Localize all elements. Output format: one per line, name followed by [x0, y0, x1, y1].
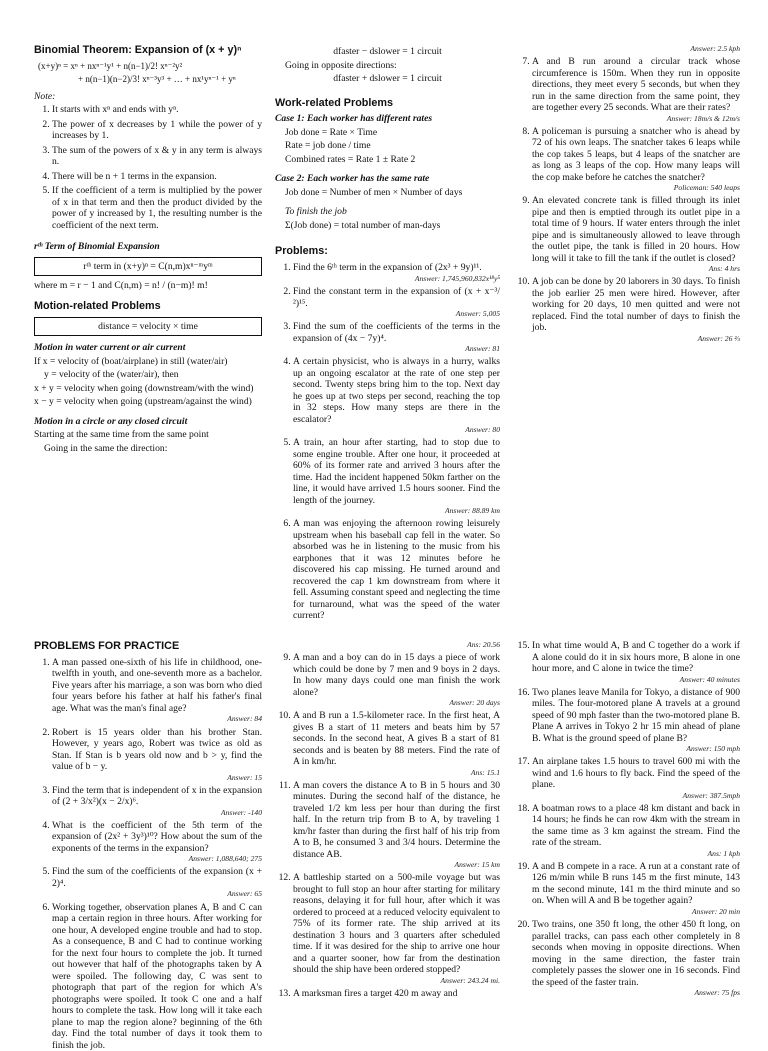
practice-item: 15. In what time would A, B and C together do a work if A alone could do it in six hours more, B alone in one hour more, and C alone in twice the time? Answer: 40 minutes: [532, 640, 740, 684]
practice-list-mid: [275, 652, 500, 999]
water-line: If x = velocity of (boat/airplane) in still (water/air): [34, 355, 228, 367]
note-item: 5. If the coefficient of a term is multiplied by the power of x in that term and then the product divided by the power of y increased by 1, the resulting number is the coefficient of the next term.: [52, 185, 262, 231]
problem-item: 3. Find the sum of the coefficients of the terms in the expansion of (4x − 7y)⁴. Answer: 81: [293, 321, 500, 353]
problem-item: 6. A man was enjoying the afternoon rowing leisurely upstream when his baseball cap fell in the water. So absorbed was he in listening to the music from his earphones that it was 12 minutes before he discovered his cap missing. He turned around and recovered the cap 1 km downstream from where it fell. Assuming constant speed and neglecting the time for turnaround, what was the speed of the water current?: [293, 518, 500, 622]
practice-item-cont: Ans: 20.56: [467, 640, 500, 649]
motion-title: Motion-related Problems: [34, 299, 161, 312]
binomial-title: Binomial Theorem: Expansion of (x + y)ⁿ: [34, 44, 242, 56]
practice-item: 3. Find the term that is independent of x in the expansion of (2 + 3/x²)(x − 2/x)⁶. Answer: -140: [52, 785, 262, 817]
circle-item: Going in opposite directions:: [285, 59, 397, 71]
case2-title: Case 2: Each worker has the same rate: [275, 173, 430, 185]
practice-item: 16. Two planes leave Manila for Tokyo, a distance of 900 miles. The four-motored plane A travels at a ground speed of 90 mph faster than the two-motored plane B. Plane A arrives in Tokyo 2 hr 15 min ahead of plane B. What is the ground speed of plane B? Answer: 150 mph: [532, 687, 740, 754]
finish-title: To finish the job: [285, 206, 347, 218]
problem-item: 5. A train, an hour after starting, had to stop due to some engine trouble. After one hour, it proceeded at 60% of its former rate and arrived 3 hours after the time. Had the incident happened 50km farther on the line, it would have arrived 1.5 hours sooner. Find the length of the journey. Answer: 88.89 km: [293, 437, 500, 515]
practice-title: PROBLEMS FOR PRACTICE: [34, 640, 180, 652]
problems-list: [275, 262, 500, 622]
binomial-notes: [34, 104, 262, 231]
problem-item: 2. Find the constant term in the expansion of (x + x⁻³/²)¹⁵. Answer: 5,005: [293, 286, 500, 318]
water-line: x + y = velocity when going (downstream/with the wind): [34, 382, 254, 394]
practice-list: [34, 656, 262, 1051]
practice-item: 18. A boatman rows to a place 48 km distant and back in 14 hours; he finds he can row 4km with the stream in the same time as 3 km against the stream. Find the rate of the stream. Ans: 1 kph: [532, 803, 740, 858]
practice-item: 17. An airplane takes 1.5 hours to travel 600 mi with the wind and 1.6 hours to fly back. Find the speed of the plane. Answer: 387.5mph: [532, 756, 740, 800]
water-current-title: Motion in water current or air current: [34, 342, 186, 353]
practice-item: 4. What is the coefficient of the 5th term of the expansion of (2x² + 3y³)¹⁰? How about the sum of the exponents of the terms in the expansion? Answer: 1,088,640; 275: [52, 820, 262, 864]
circle-item: Going in the same the direction:: [44, 442, 168, 454]
practice-item: 6. Working together, observation planes A, B and C can map a certain region in three hours. After working for one hour, A developed engine trouble and had to stop. As a consequence, B and C had to continue working for the next four hours to complete the job. It turned out however that half of the photographs taken by A were spoiled. The following day, C was sent to photograph that part of the region for which A's photographs were spoiled. It took C one and a half hours to complete the task. How long will it take each plane to map the region alone? beginning of the 6th day. Find the total number of days it took them to finish the job.: [52, 902, 262, 1042]
water-line: x − y = velocity when going (upstream/against the wind): [34, 396, 252, 407]
practice-item: 10. A and B run a 1.5-kilometer race. In the first heat, A gives B a start of 11 meters and beats him by 57 seconds. In the second heat, A gives B a start of 81 seconds and is beaten by 88 meters. Find the rate of A in km/hr. Ans: 15.1: [293, 710, 500, 777]
case1-line: Rate = job done / time: [285, 140, 371, 152]
problem-item: 7. A and B run around a circular track whose circumference is 150m. When they run in opposite directions, they meet every 5 seconds, but when they run in the same direction from the same point, they are together every 25 seconds. What are their rates? Answer: 18m/s & 12m/s: [532, 56, 740, 123]
practice-item: 12. A battleship started on a 500-mile voyage but was brought to full stop an hour after starting for military reasons, delaying it for full hour, after which it was ordered to proceed at a reduced velocity equivalent to 75% of its former rate. The ship arrived at its destination 3 hours and 3 quarters after scheduled time. If it was desired for the ship to arrive one hour and a quarter sooner, how far from the destination should the ship have been ordered stopped? Answer: 243.24 mi.: [293, 872, 500, 985]
practice-item: 5. Find the sum of the coefficients of the expansion (x + 2)⁴. Answer: 65: [52, 866, 262, 898]
circle-title: Motion in a circle or any closed circuit: [34, 415, 188, 427]
circle-intro: Starting at the same time from the same point: [34, 429, 209, 440]
rth-term-title: rᵗʰ Term of Binomial Expansion: [34, 241, 160, 253]
rth-term-formula: rᵗʰ term in (x+y)ⁿ = C(n,m)xⁿ⁻ᵐyᵐ: [34, 257, 262, 277]
binomial-formula-line2: + n(n−1)(n−2)/3! xⁿ⁻³y³ + … + nx¹yⁿ⁻¹ + yⁿ: [78, 73, 236, 84]
note-item: 4. There will be n + 1 terms in the expansion.: [52, 171, 262, 183]
problem-item-cont: Answer: 2.5 kph: [690, 44, 740, 53]
note-item: 3. The sum of the powers of x & y in any term is always n.: [52, 145, 262, 168]
circle-item: dfaster + dslower = 1 circuit: [333, 73, 442, 84]
practice-item: 9. A man and a boy can do in 15 days a piece of work which could be done by 7 men and 9 boys in 2 days. In how many days could one man finish the work alone? Answer: 20 days: [293, 652, 500, 707]
case1-line: Job done = Rate × Time: [285, 126, 378, 138]
problem-item: 9. An elevated concrete tank is filled through its inlet pipe and then is emptied through its outlet pipe in a total time of 9 hours. If water enters through the inlet pipe and is simultaneously allowed to leave through the outlet pipe, the tank is filled in 20 hours. How long will it take to fill the tank if the outlet is closed? Ans: 4 hrs: [532, 195, 740, 273]
problem-item: 8. A policeman is pursuing a snatcher who is ahead by 72 of his own leaps. The snatcher takes 6 leaps while the cop takes 5 leaps, but 4 leaps of the snatcher are as long as 3 leaps of the cop. How many leaps will the cop make before he catches the snatcher? Policeman: 540 leaps: [532, 126, 740, 193]
note-item: 1. It starts with xⁿ and ends with yⁿ.: [52, 104, 262, 116]
problems-list-right: [514, 56, 740, 343]
finish-line: Σ(Job done) = total number of man-days: [285, 219, 441, 231]
case2-line: Job done = Number of men × Number of days: [285, 186, 463, 198]
practice-item: 19. A and B compete in a race. A run at a constant rate of 126 m/min while B runs 145 m the first minute, 143 m the second minute, 141 m the third minute and so on. When will A and B be together again? Answer: 20 min: [532, 861, 740, 916]
practice-item: 2. Robert is 15 years older than his brother Stan. However, y years ago, Robert was twice as old as Stan. If Stan is b years old now and b > y, find the value of b − y. Answer: 15: [52, 727, 262, 782]
problems-title: Problems:: [275, 245, 328, 258]
motion-formula-box: distance = velocity × time: [34, 317, 262, 337]
problems-continued: [514, 44, 740, 346]
practice-item: 1. A man passed one-sixth of his life in childhood, one-twelfth in youth, and one-seventh more as a bachelor. Five years after his marriage, a son was born who died four years before his father at half his father's final age. What was the man's final age? Answer: 84: [52, 657, 262, 724]
practice-right: [514, 640, 740, 1000]
practice-item: 13. A marksman fires a target 420 m away and: [293, 988, 500, 1000]
problem-item: 1. Find the 6ᵗʰ term in the expansion of (2x³ + 9y)¹¹. Answer: 1,745,960,832x¹⁸y⁵: [293, 262, 500, 283]
practice-continued: [275, 640, 500, 1003]
rth-term-where: where m = r − 1 and C(n,m) = n! / (n−m)! m!: [34, 280, 208, 292]
practice-item: 20. Two trains, one 350 ft long, the other 450 ft long, on parallel tracks, can pass each other completely in 8 seconds when moving in opposite directions. When moving in the same direction, the faster train completely passes the slower one in 16 seconds. Find the speed of the faster train. Answer: 75 fps: [532, 919, 740, 997]
water-line: y = velocity of the (water/air), then: [44, 369, 179, 380]
problem-item: 10. A job can be done by 20 laborers in 30 days. To finish the job earlier 25 men were hired. However, after working for 20 days, 10 men quitted and were not replaced. Find the total number of days to finish the job. Answer: 26 ⅔: [532, 276, 740, 343]
note-item: 2. The power of x decreases by 1 while the power of y increases by 1.: [52, 119, 262, 142]
problems-list-cont: [514, 44, 740, 53]
practice-list-right: [514, 640, 740, 997]
practice-cont: [275, 640, 500, 649]
practice-section: [34, 640, 262, 1051]
circle-item: dfaster − dslower = 1 circuit: [333, 46, 442, 57]
note-label: Note:: [34, 90, 56, 102]
case1-line: Combined rates = Rate 1 ± Rate 2: [285, 153, 416, 165]
practice-item: 11. A man covers the distance A to B in 5 hours and 30 minutes. During the second half of the distance, he traveled 1/2 km less per hour than during the first half. In the return trip from B to A, by traveling 1 km/hr faster than during the first half of his trip from A to B, he consumed 3 and 3/4 hours. Determine the distance AB. Answer: 15 km: [293, 780, 500, 870]
problem-item: 4. A certain physicist, who is always in a hurry, walks up an ongoing escalator at the rate of one step per second. Twenty steps bring him to the top. Next day he goes up at two steps per second, reaching the top in 32 steps. How many steps are there in the escalator? Answer: 80: [293, 356, 500, 434]
work-section: [275, 44, 500, 625]
binomial-section: [34, 44, 262, 456]
work-title: Work-related Problems: [275, 96, 394, 109]
binomial-formula-line1: (x+y)ⁿ = xⁿ + nxⁿ⁻¹y¹ + n(n−1)/2! xⁿ⁻²y²: [38, 60, 183, 71]
case1-title: Case 1: Each worker has different rates: [275, 113, 433, 125]
